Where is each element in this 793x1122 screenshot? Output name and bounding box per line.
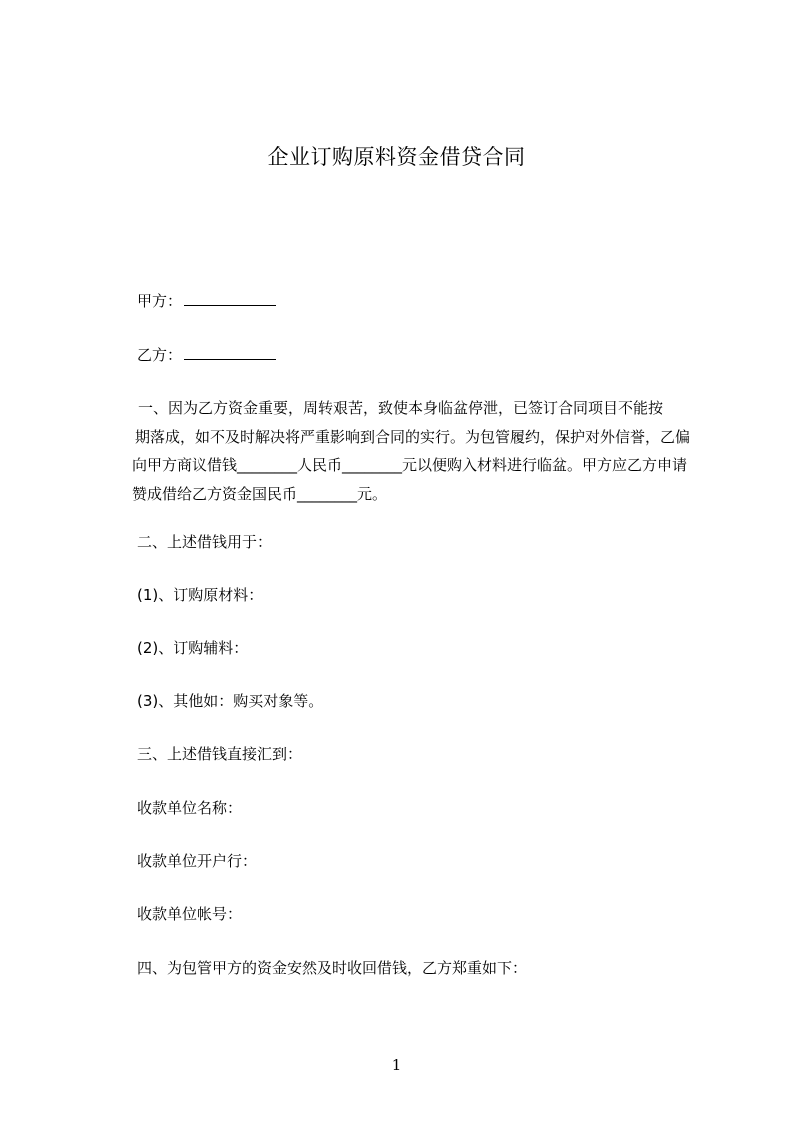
clause-2-heading: 二、上述借钱用于：	[137, 533, 273, 551]
payee-account-label: 收款单位帐号：	[137, 905, 243, 923]
party-b-label: 乙方：	[137, 346, 183, 364]
clause-1-line-4: 赞成借给乙方资金国民币________元。	[132, 484, 388, 503]
clause-1-line-2: 期落成，如不及时解决将严重影响到合同的实行。为包管履约，保护对外信誉，乙偏	[135, 427, 691, 446]
clause-2-item-1: (1)、订购原材料：	[137, 586, 264, 604]
clause-4-heading: 四、为包管甲方的资金安然及时收回借钱，乙方郑重如下：	[137, 959, 528, 977]
party-b-blank	[184, 345, 276, 360]
party-a-line	[137, 291, 276, 311]
clause-1-paragraph	[120, 394, 691, 508]
payee-bank-label: 收款单位开户行：	[137, 852, 258, 870]
party-b-line	[137, 345, 276, 365]
party-a-label: 甲方：	[137, 292, 183, 310]
clause-1-line-3: 向甲方商议借钱________人民币________元以便购入材料进行临盆。甲方应乙方申请	[132, 456, 688, 474]
document-title: 企业订购原料资金借贷合同	[267, 145, 526, 169]
clause-2-item-3: (3)、其他如：购买对象等。	[137, 692, 324, 710]
clause-1-line-1: 一、因为乙方资金重要，周转艰苦，致使本身临盆停泄，已签订合同项目不能按	[138, 399, 664, 417]
clause-2-item-2: (2)、订购辅料：	[137, 639, 249, 657]
payee-name-label: 收款单位名称：	[137, 799, 243, 817]
party-a-blank	[184, 291, 276, 306]
page-number: 1	[391, 1056, 402, 1074]
clause-3-heading: 三、上述借钱直接汇到：	[137, 745, 303, 763]
